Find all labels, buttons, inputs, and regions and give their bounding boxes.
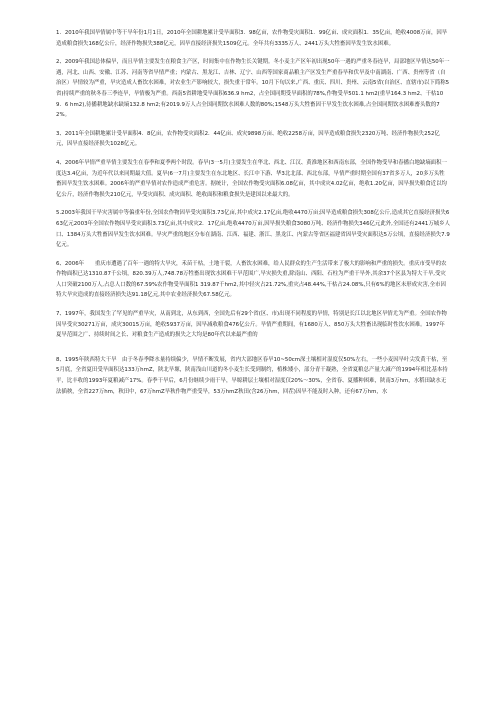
paragraph-2003-drought: 5.2003年我国干旱灾害属中等偏重年份,全国农作物因旱受灾面积3.73亿亩,其中成灾2.17亿亩,绝收4470万亩;因旱造成粮食损失308亿公斤,造成其它直接经济损失663亿元2003年全国农作物因旱受灾面积3.73亿亩,其中成灾2．17亿亩,绝收4470万亩,因旱损失粮食3080万吨、经济作物损失346亿元此外,全国还有2441万城乡人口、1384万头大牲畜因旱发生饮水困难。旱灾严重的地区分布在湖南、江西、福建、浙江、黑龙江、内蒙古等省区福建省因旱受灾面积达5万公顷，直接经济损失7.9亿元。 (56, 210, 450, 249)
paragraph-2010-drought: 1．2010年我国旱情属中等干旱年份1月1日，2010年全国耕地累计受旱面积3．98亿亩，农作物受灾面积1．99亿亩、成灾面积1．35亿亩，绝收4008万亩，因旱造成粮食损失168亿公斤，经济作物损失388亿元，因旱直接经济损失1509亿元。全年共有3335万人、2441万头大牲畜因旱发生饮水困难。 (56, 30, 448, 47)
paragraph-1997-drought: 7、1997年，我国发生了罕见的严重旱灾，从南到北，从东到西，全国先后有29个省(区、市)出现不同程度的旱情，特别是长江以北地区旱情尤为严重。全国农作物因旱受灾30271万亩，成灾30015万亩，绝收5937万亩，因旱减收粮食476亿公斤。旱情严重期间，有1680万人、850万头大牲畜出现临时性饮水困难。1997年夏旱范围之广、持续时间之长、对粮食生产造成的损失之大均是80年代以来最严重的 (56, 311, 447, 339)
paragraph-1995-shaanxi-drought: 8、1995年陕西特大干旱 由于冬春季降水量持续偏少，旱情不断发展，省内大部地区春旱10~50cm深土壤相对湿度仅50%左右，一些小麦因旱叶尖发黄干枯，至5月底，全省夏田受旱面积达133万hmZ，陕北旱塬，陕南浅山川道的冬小麦生长受到制约，植株矮小，部分青干凝熟，全省夏粮总产量大减产的1994年相比基本持平，比丰收的1993年夏粮减产17%。春季干旱后，6月份继续少雨干旱，旱塬耕层土壤相对湿度仅20%～30%，全省春、夏播种困难，陕南3万hm，水稻田缺水无法插秧，全省227万hm，秋田中，67万hmZ旱秋作物严重受旱，53万hmZ秋田(含26万hm，回茬)因旱不能及时入种，还有67万hm，水 (56, 356, 448, 395)
paragraph-2006-drought: 4、2006年旱情严重旱情主要发生在春季和夏季两个时段。春旱(3一5月)主要发生在华北、西北、江汉、黄淮地区和西南东部，全国作物受旱和春播白地缺墒面积一度达3.4亿亩，为近年代以来同期最大值。夏旱(6一7月)主要发生在东北地区、长江中下游、华3北北部、西北东部，旱情严重时期全国有37省多万人，20多万头牲畜因旱发生饮水困难。2006年的严重旱情对农作造成严重危害。据统计，全国农作物受灾面积6.08亿亩，其中成灾4.02亿亩，绝收1.20亿亩，因旱损失粮食近以均亿公斤，经济作物损失210亿元，旱受灾面积、成灾面积、绝收面积和粮食损失是建国以来最大的。 (56, 159, 447, 198)
paragraph-2006-chongqing-drought: 6、2006年 重庆市遭遇了百年一遇的特大旱灾，禾苗干枯，土地干裂，人畜饮水困难，给人民群众的生产生活带来了极大的影响和严重的损失。重庆市受旱的农作物面积已达1310.87千公顷，820.39万人,748.78万牲畜出现饮水困难干旱范围广,旱灾损失重,除南山、西阳、石柱为严重干旱外,其余37个区县为特大干旱,受灾人口突破2100万人,占总人口数的67.59%农作物受旱面积1 319.87千hm2,其中轻灾占21.72%,重灾占48.44%,干枯占24.08%,只有6%的地区未形成灾害,全市因特大旱灾造成的直接经济损失达91.18亿元,其中农业经济损失67.58亿元。 (56, 260, 447, 299)
paragraph-2009-drought: 2、2009年我国总体偏旱，而且旱情主要发生在粮食主产区，时间集中在作物生长关键期。冬小麦主产区年初出现50年一遇的严重冬春连旱，局部地区旱情达50年一遇，河北、山西、安徽、江苏、河南等省旱情严重；内蒙古、黑龙江、吉林、辽宁、山西等国家商品粮主产区发生严重春旱和伏旱及中南湖南、广西、贵州等省（自治区）旱情较为严重，旱灾造成人畜饮水困难，对农业生产影响较大，损失重于常年。10月下旬以来,广西、重庆、四川、贵州、云南5省(自治区、直辖市)以下简称5省)持续严重的秋冬春三季连旱，旱情极为严重。西南5省耕地受旱面积636.9 hm2，占全国同期受旱面积的78%,作物受旱501.1 hm2(重旱164.3 hm2、干枯109．6 hm2),待播耕地缺水缺墒132.8 hm2;有2019.9万人占全国同期饮水困难人数的80%;1548万头大牲畜因干旱发生饮水困难,占全国同期饮水困难畜头数的72%。 (56, 59, 450, 119)
paragraph-2011-drought: 3、2011年全国耕地累计受旱面积4．8亿亩，农作物受灾面积2．44亿亩、成灾9898万亩、绝收2258万亩，因旱造成粮食损失2320万吨、经济作物损失252亿元，因旱直接经济损失1028亿元。 (56, 130, 440, 148)
